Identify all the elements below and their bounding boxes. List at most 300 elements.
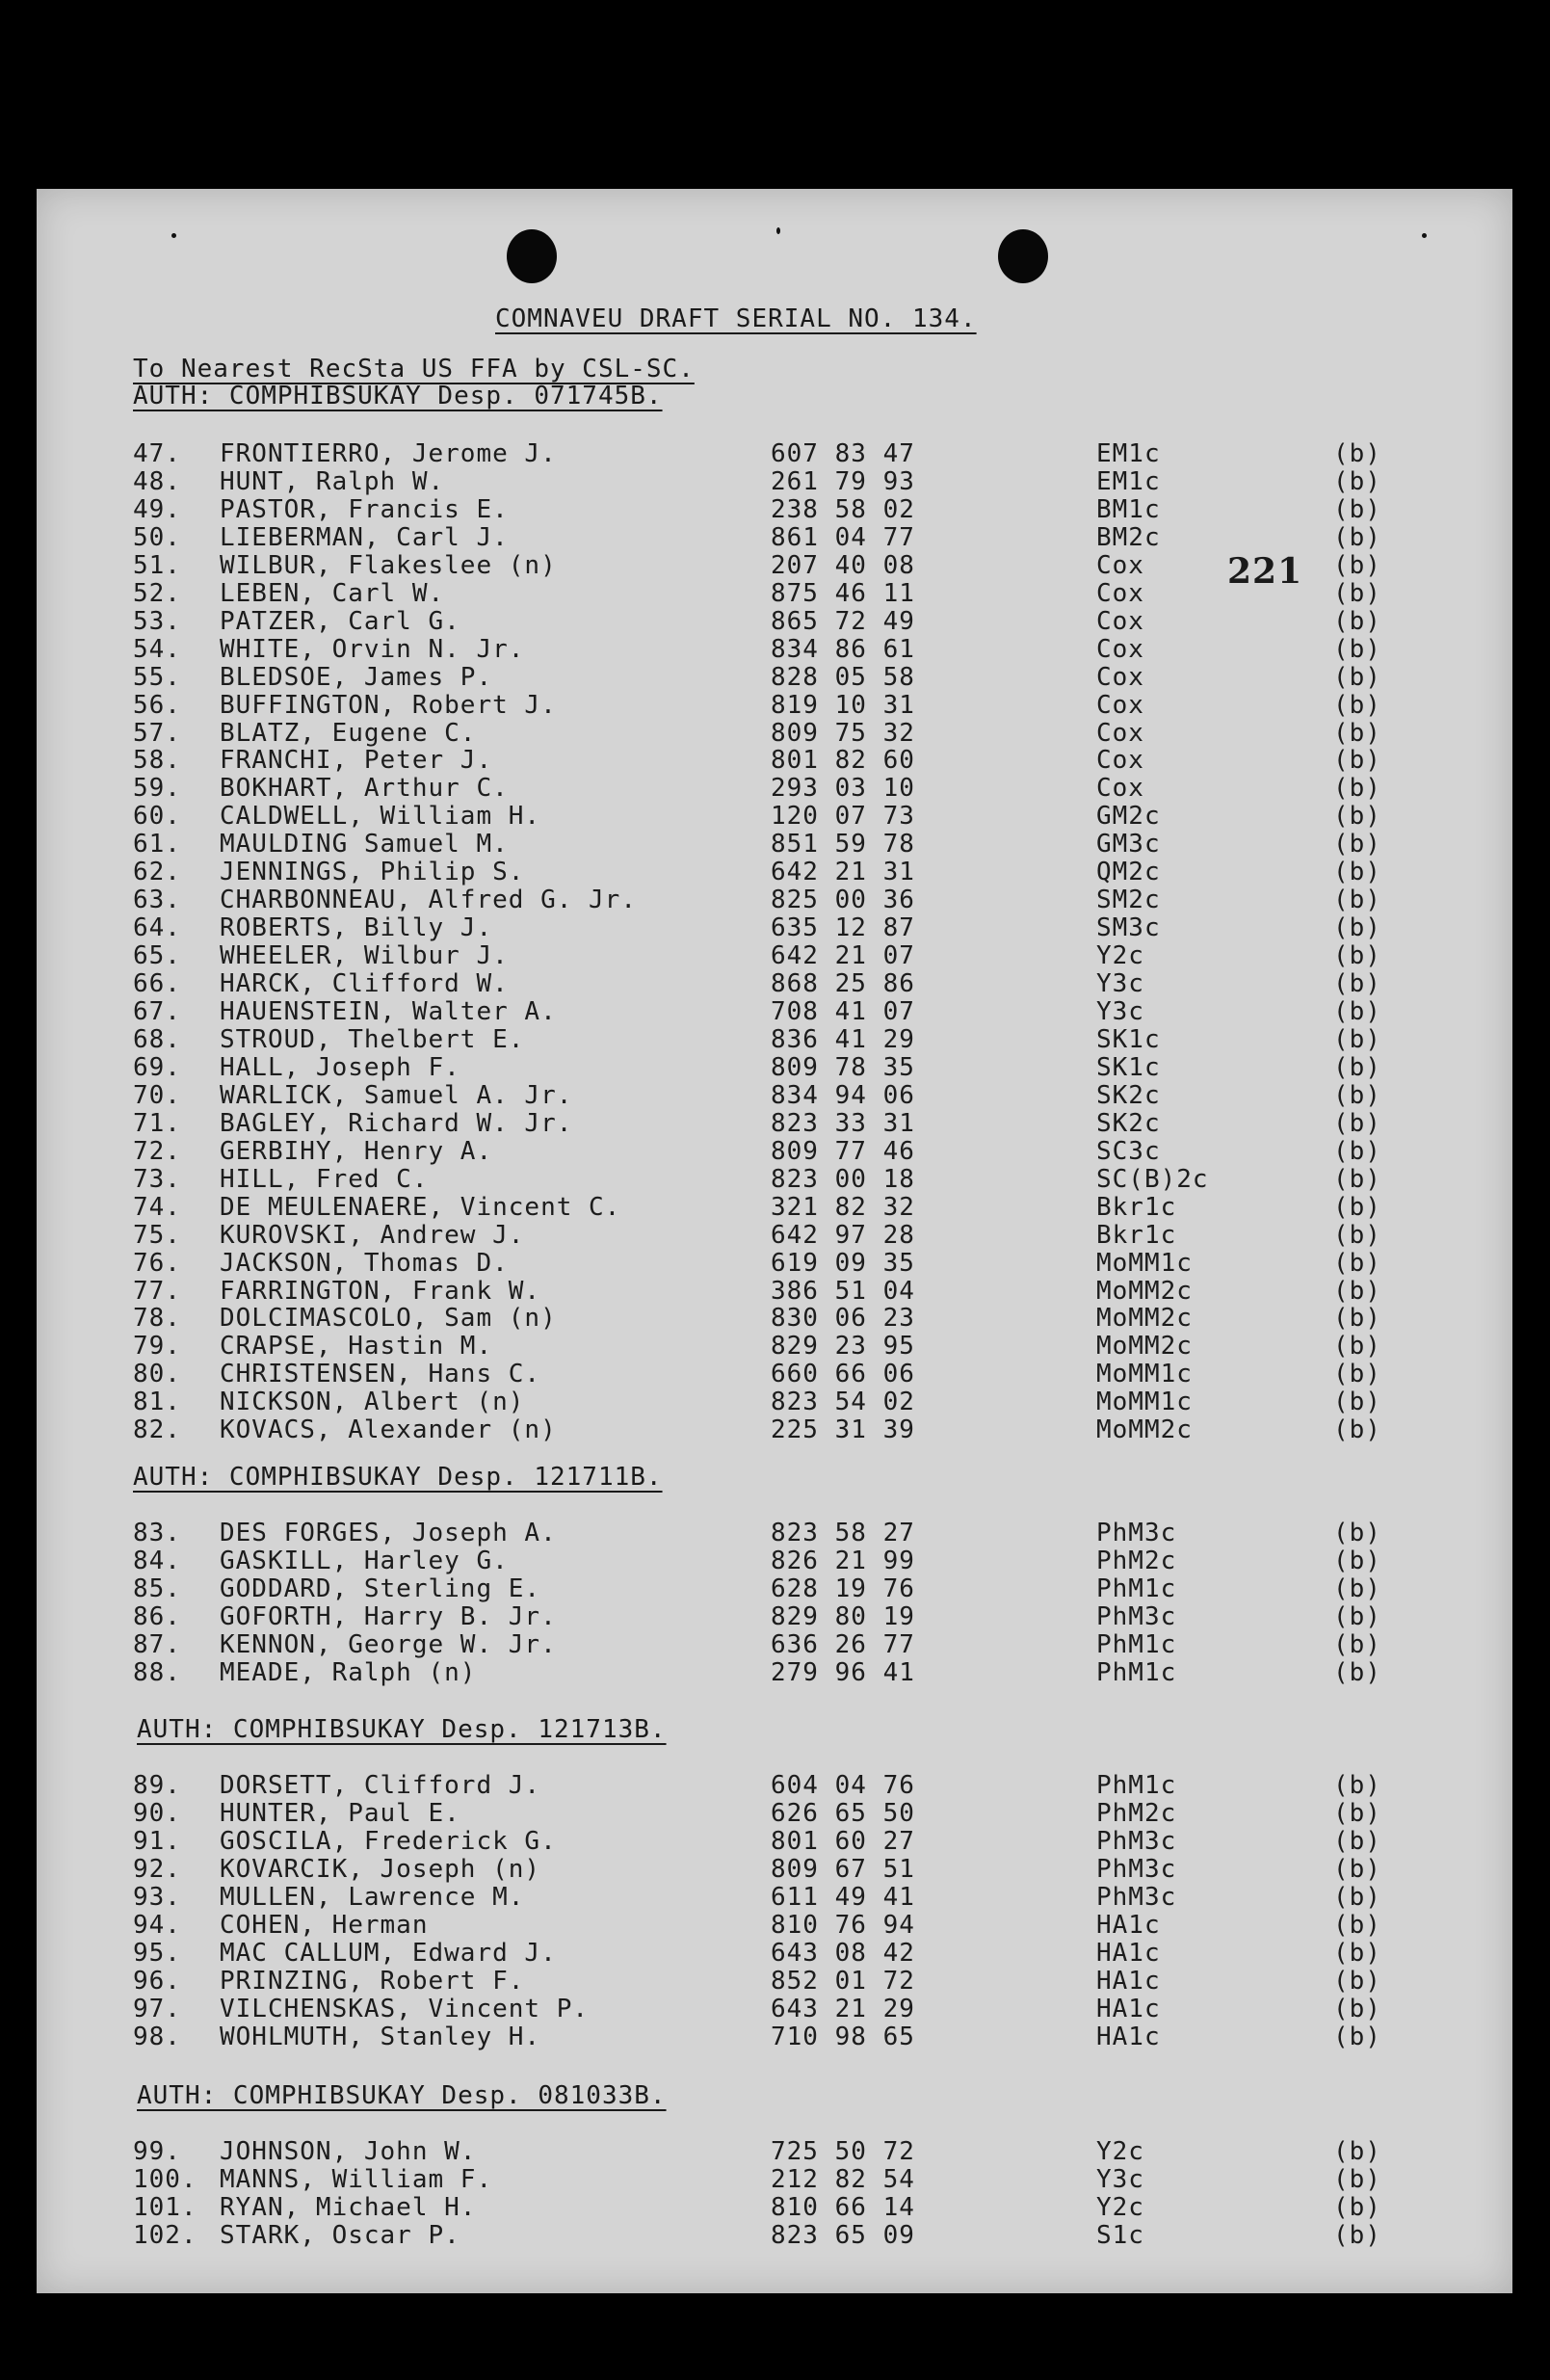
entry-code: (b) bbox=[1333, 774, 1381, 804]
entry-code: (b) bbox=[1333, 1248, 1381, 1278]
entry-name: KUROVSKI, Andrew J. bbox=[220, 1220, 525, 1250]
entry-rate: HA1c bbox=[1096, 1994, 1161, 2023]
entry-code: (b) bbox=[1333, 1629, 1381, 1659]
entry-code: (b) bbox=[1333, 1994, 1381, 2023]
entry-code: (b) bbox=[1333, 662, 1381, 692]
entry-number: 83. bbox=[133, 1519, 181, 1547]
list-item bbox=[37, 1332, 1512, 1361]
entry-service-number: 810 66 14 bbox=[771, 2192, 915, 2222]
entry-rate: PhM3c bbox=[1096, 1826, 1177, 1856]
entry-rate: Bkr1c bbox=[1096, 1220, 1177, 1250]
entry-name: HAUENSTEIN, Walter A. bbox=[220, 997, 557, 1026]
entry-code: (b) bbox=[1333, 802, 1381, 832]
entry-rate: SK2c bbox=[1096, 1080, 1161, 1110]
entry-rate: Cox bbox=[1096, 662, 1144, 692]
entry-number: 88. bbox=[133, 1657, 181, 1687]
entry-name: DES FORGES, Joseph A. bbox=[220, 1519, 557, 1547]
entry-number: 99. bbox=[133, 2137, 181, 2166]
entry-number: 97. bbox=[133, 1994, 181, 2023]
entry-number: 56. bbox=[133, 690, 181, 720]
entry-number: 91. bbox=[133, 1826, 181, 1856]
entry-code: (b) bbox=[1333, 1220, 1381, 1250]
entry-code: (b) bbox=[1333, 1164, 1381, 1194]
entry-name: GODDARD, Sterling E. bbox=[220, 1573, 541, 1603]
entry-rate: PhM2c bbox=[1096, 1798, 1177, 1828]
entry-number: 60. bbox=[133, 802, 181, 832]
entry-code: (b) bbox=[1333, 439, 1381, 468]
entry-number: 75. bbox=[133, 1220, 181, 1250]
entry-code: (b) bbox=[1333, 1798, 1381, 1828]
entry-number: 54. bbox=[133, 634, 181, 664]
entry-rate: MoMM2c bbox=[1096, 1304, 1193, 1334]
entry-rate: PhM3c bbox=[1096, 1601, 1177, 1631]
list-item bbox=[37, 1995, 1512, 2023]
ink-speck bbox=[171, 233, 176, 238]
entry-rate: Cox bbox=[1096, 550, 1144, 580]
entry-rate: Cox bbox=[1096, 746, 1144, 776]
entry-service-number: 825 00 36 bbox=[771, 886, 915, 915]
entry-number: 64. bbox=[133, 913, 181, 943]
entry-name: BLEDSOE, James P. bbox=[220, 662, 493, 692]
list-item bbox=[37, 691, 1512, 720]
entry-number: 58. bbox=[133, 746, 181, 776]
entry-number: 89. bbox=[133, 1771, 181, 1800]
entry-name: GOSCILA, Frederick G. bbox=[220, 1826, 557, 1856]
entry-service-number: 643 21 29 bbox=[771, 1994, 915, 2023]
entry-number: 84. bbox=[133, 1546, 181, 1575]
list-item bbox=[37, 1249, 1512, 1278]
ink-speck bbox=[1422, 233, 1427, 238]
entry-code: (b) bbox=[1333, 2192, 1381, 2222]
entry-number: 63. bbox=[133, 886, 181, 915]
entry-number: 65. bbox=[133, 941, 181, 971]
entry-rate: GM3c bbox=[1096, 830, 1161, 859]
entry-service-number: 852 01 72 bbox=[771, 1966, 915, 1996]
entry-number: 55. bbox=[133, 662, 181, 692]
entry-name: WARLICK, Samuel A. Jr. bbox=[220, 1080, 573, 1110]
list-item bbox=[37, 1193, 1512, 1222]
list-item bbox=[37, 2165, 1512, 2194]
entry-code: (b) bbox=[1333, 1192, 1381, 1222]
entry-service-number: 635 12 87 bbox=[771, 913, 915, 943]
entry-number: 69. bbox=[133, 1052, 181, 1082]
entry-number: 67. bbox=[133, 997, 181, 1026]
document-page bbox=[37, 189, 1512, 2293]
entry-number: 87. bbox=[133, 1629, 181, 1659]
entry-service-number: 826 21 99 bbox=[771, 1546, 915, 1575]
entry-service-number: 834 94 06 bbox=[771, 1080, 915, 1110]
entry-service-number: 868 25 86 bbox=[771, 969, 915, 999]
list-item bbox=[37, 467, 1512, 496]
entry-service-number: 279 96 41 bbox=[771, 1657, 915, 1687]
list-item bbox=[37, 1967, 1512, 1996]
entry-code: (b) bbox=[1333, 2022, 1381, 2051]
entry-code: (b) bbox=[1333, 1080, 1381, 1110]
entry-rate: S1c bbox=[1096, 2220, 1144, 2250]
entry-number: 92. bbox=[133, 1854, 181, 1884]
entry-number: 66. bbox=[133, 969, 181, 999]
entry-number: 47. bbox=[133, 439, 181, 468]
document-title: COMNAVEU DRAFT SERIAL NO. 134. bbox=[495, 304, 977, 333]
entry-rate: MoMM2c bbox=[1096, 1415, 1193, 1445]
entry-code: (b) bbox=[1333, 1136, 1381, 1166]
entry-name: WHEELER, Wilbur J. bbox=[220, 941, 509, 971]
entry-number: 53. bbox=[133, 606, 181, 636]
entry-number: 74. bbox=[133, 1192, 181, 1222]
entry-code: (b) bbox=[1333, 494, 1381, 524]
entry-name: HARCK, Clifford W. bbox=[220, 969, 509, 999]
entry-code: (b) bbox=[1333, 578, 1381, 608]
entry-name: HUNTER, Paul E. bbox=[220, 1798, 460, 1828]
entry-name: GERBIHY, Henry A. bbox=[220, 1136, 493, 1166]
list-item bbox=[37, 2193, 1512, 2222]
entry-rate: SK1c bbox=[1096, 1024, 1161, 1054]
entry-service-number: 836 41 29 bbox=[771, 1024, 915, 1054]
entry-code: (b) bbox=[1333, 1304, 1381, 1334]
list-item bbox=[37, 941, 1512, 970]
entry-rate: EM1c bbox=[1096, 466, 1161, 496]
entry-name: BAGLEY, Richard W. Jr. bbox=[220, 1108, 573, 1138]
list-item bbox=[37, 1883, 1512, 1912]
entry-service-number: 321 82 32 bbox=[771, 1192, 915, 1222]
entry-rate: PhM1c bbox=[1096, 1771, 1177, 1800]
list-item bbox=[37, 2023, 1512, 2051]
entry-rate: PhM3c bbox=[1096, 1882, 1177, 1912]
list-item bbox=[37, 1415, 1512, 1444]
entry-number: 96. bbox=[133, 1966, 181, 1996]
entry-service-number: 708 41 07 bbox=[771, 997, 915, 1026]
auth-line-1: AUTH: COMPHIBSUKAY Desp. 071745B. bbox=[133, 382, 663, 410]
entry-service-number: 809 78 35 bbox=[771, 1052, 915, 1082]
list-item bbox=[37, 1799, 1512, 1828]
entry-name: RYAN, Michael H. bbox=[220, 2192, 477, 2222]
entry-service-number: 212 82 54 bbox=[771, 2164, 915, 2194]
entry-code: (b) bbox=[1333, 1108, 1381, 1138]
list-item bbox=[37, 523, 1512, 552]
entry-number: 77. bbox=[133, 1276, 181, 1306]
entry-service-number: 207 40 08 bbox=[771, 550, 915, 580]
entry-name: KOVARCIK, Joseph (n) bbox=[220, 1854, 541, 1884]
entry-service-number: 626 65 50 bbox=[771, 1798, 915, 1828]
entry-rate: HA1c bbox=[1096, 1966, 1161, 1996]
entry-rate: GM2c bbox=[1096, 802, 1161, 832]
entry-name: MEADE, Ralph (n) bbox=[220, 1657, 477, 1687]
entry-number: 49. bbox=[133, 494, 181, 524]
list-item bbox=[37, 1081, 1512, 1110]
entry-service-number: 636 26 77 bbox=[771, 1629, 915, 1659]
entry-number: 94. bbox=[133, 1910, 181, 1940]
list-item bbox=[37, 858, 1512, 886]
entry-name: HUNT, Ralph W. bbox=[220, 466, 445, 496]
list-item bbox=[37, 1547, 1512, 1575]
binder-hole-left bbox=[507, 229, 557, 283]
list-item bbox=[37, 913, 1512, 942]
entry-rate: Y2c bbox=[1096, 2192, 1144, 2222]
list-item bbox=[37, 579, 1512, 608]
entry-number: 68. bbox=[133, 1024, 181, 1054]
list-item bbox=[37, 495, 1512, 524]
ink-speck bbox=[776, 227, 780, 234]
entry-service-number: 851 59 78 bbox=[771, 830, 915, 859]
entry-name: STROUD, Thelbert E. bbox=[220, 1024, 525, 1054]
entry-name: JOHNSON, John W. bbox=[220, 2137, 477, 2166]
entry-number: 59. bbox=[133, 774, 181, 804]
entry-service-number: 834 86 61 bbox=[771, 634, 915, 664]
entry-service-number: 660 66 06 bbox=[771, 1360, 915, 1389]
entry-code: (b) bbox=[1333, 2220, 1381, 2250]
entry-number: 101. bbox=[133, 2192, 197, 2222]
entry-number: 73. bbox=[133, 1164, 181, 1194]
entry-name: HILL, Fred C. bbox=[220, 1164, 429, 1194]
list-item bbox=[37, 439, 1512, 468]
list-item bbox=[37, 969, 1512, 998]
entry-code: (b) bbox=[1333, 522, 1381, 552]
entry-rate: Y2c bbox=[1096, 2137, 1144, 2166]
entry-name: WOHLMUTH, Stanley H. bbox=[220, 2022, 541, 2051]
entry-service-number: 823 54 02 bbox=[771, 1388, 915, 1417]
entry-code: (b) bbox=[1333, 1910, 1381, 1940]
entry-name: NICKSON, Albert (n) bbox=[220, 1388, 525, 1417]
entry-name: WHITE, Orvin N. Jr. bbox=[220, 634, 525, 664]
entry-rate: HA1c bbox=[1096, 1938, 1161, 1968]
entry-number: 52. bbox=[133, 578, 181, 608]
entry-service-number: 725 50 72 bbox=[771, 2137, 915, 2166]
list-item bbox=[37, 1827, 1512, 1856]
entry-name: CHARBONNEAU, Alfred G. Jr. bbox=[220, 886, 637, 915]
entry-service-number: 809 77 46 bbox=[771, 1136, 915, 1166]
binder-hole-right bbox=[998, 229, 1048, 283]
entry-name: CRAPSE, Hastin M. bbox=[220, 1332, 493, 1362]
entry-name: KOVACS, Alexander (n) bbox=[220, 1415, 557, 1445]
entry-code: (b) bbox=[1333, 1771, 1381, 1800]
entry-name: DOLCIMASCOLO, Sam (n) bbox=[220, 1304, 557, 1334]
list-item bbox=[37, 1221, 1512, 1250]
entry-service-number: 830 06 23 bbox=[771, 1304, 915, 1334]
entry-rate: SC3c bbox=[1096, 1136, 1161, 1166]
entry-code: (b) bbox=[1333, 466, 1381, 496]
entry-code: (b) bbox=[1333, 1360, 1381, 1389]
entry-code: (b) bbox=[1333, 1276, 1381, 1306]
entry-service-number: 293 03 10 bbox=[771, 774, 915, 804]
entry-service-number: 810 76 94 bbox=[771, 1910, 915, 1940]
entry-name: STARK, Oscar P. bbox=[220, 2220, 460, 2250]
entry-rate: QM2c bbox=[1096, 858, 1161, 887]
list-item bbox=[37, 1360, 1512, 1388]
entry-number: 61. bbox=[133, 830, 181, 859]
entry-code: (b) bbox=[1333, 1388, 1381, 1417]
list-item bbox=[37, 997, 1512, 1026]
entry-code: (b) bbox=[1333, 690, 1381, 720]
entry-rate: Y3c bbox=[1096, 969, 1144, 999]
entry-rate: Cox bbox=[1096, 718, 1144, 748]
entry-name: PATZER, Carl G. bbox=[220, 606, 460, 636]
list-item bbox=[37, 663, 1512, 692]
entry-name: LEBEN, Carl W. bbox=[220, 578, 445, 608]
entry-service-number: 823 33 31 bbox=[771, 1108, 915, 1138]
auth-line-2: AUTH: COMPHIBSUKAY Desp. 121711B. bbox=[133, 1463, 663, 1492]
entry-code: (b) bbox=[1333, 941, 1381, 971]
entry-rate: Cox bbox=[1096, 774, 1144, 804]
entry-code: (b) bbox=[1333, 1882, 1381, 1912]
entry-code: (b) bbox=[1333, 997, 1381, 1026]
entry-name: FRONTIERRO, Jerome J. bbox=[220, 439, 557, 468]
list-item bbox=[37, 1519, 1512, 1547]
entry-rate: Cox bbox=[1096, 606, 1144, 636]
entry-number: 95. bbox=[133, 1938, 181, 1968]
entry-name: JACKSON, Thomas D. bbox=[220, 1248, 509, 1278]
entry-code: (b) bbox=[1333, 1024, 1381, 1054]
entry-name: DORSETT, Clifford J. bbox=[220, 1771, 541, 1800]
entry-rate: PhM1c bbox=[1096, 1573, 1177, 1603]
entry-code: (b) bbox=[1333, 1854, 1381, 1884]
entry-name: COHEN, Herman bbox=[220, 1910, 429, 1940]
entry-number: 76. bbox=[133, 1248, 181, 1278]
entry-rate: MoMM1c bbox=[1096, 1388, 1193, 1417]
entry-service-number: 120 07 73 bbox=[771, 802, 915, 832]
entry-service-number: 829 23 95 bbox=[771, 1332, 915, 1362]
entry-number: 81. bbox=[133, 1388, 181, 1417]
entry-code: (b) bbox=[1333, 2164, 1381, 2194]
list-item bbox=[37, 719, 1512, 748]
entry-service-number: 801 60 27 bbox=[771, 1826, 915, 1856]
entry-rate: MoMM1c bbox=[1096, 1248, 1193, 1278]
entry-service-number: 823 65 09 bbox=[771, 2220, 915, 2250]
list-item bbox=[37, 551, 1512, 580]
entry-service-number: 642 21 07 bbox=[771, 941, 915, 971]
entry-service-number: 861 04 77 bbox=[771, 522, 915, 552]
entry-rate: Y3c bbox=[1096, 997, 1144, 1026]
list-item bbox=[37, 1658, 1512, 1687]
entry-code: (b) bbox=[1333, 1546, 1381, 1575]
entry-name: VILCHENSKAS, Vincent P. bbox=[220, 1994, 590, 2023]
entry-service-number: 809 67 51 bbox=[771, 1854, 915, 1884]
entry-service-number: 619 09 35 bbox=[771, 1248, 915, 1278]
entry-number: 51. bbox=[133, 550, 181, 580]
entry-rate: BM2c bbox=[1096, 522, 1161, 552]
entry-code: (b) bbox=[1333, 858, 1381, 887]
entry-rate: PhM1c bbox=[1096, 1629, 1177, 1659]
entry-name: ROBERTS, Billy J. bbox=[220, 913, 493, 943]
entry-number: 86. bbox=[133, 1601, 181, 1631]
auth-line-4: AUTH: COMPHIBSUKAY Desp. 081033B. bbox=[137, 2081, 667, 2110]
entry-service-number: 604 04 76 bbox=[771, 1771, 915, 1800]
entry-name: MANNS, William F. bbox=[220, 2164, 493, 2194]
entry-code: (b) bbox=[1333, 1657, 1381, 1687]
entry-name: MAULDING Samuel M. bbox=[220, 830, 509, 859]
entry-name: KENNON, George W. Jr. bbox=[220, 1629, 557, 1659]
entry-rate: Cox bbox=[1096, 690, 1144, 720]
entry-number: 93. bbox=[133, 1882, 181, 1912]
entry-name: CHRISTENSEN, Hans C. bbox=[220, 1360, 541, 1389]
entry-number: 100. bbox=[133, 2164, 197, 2194]
entry-number: 80. bbox=[133, 1360, 181, 1389]
entry-code: (b) bbox=[1333, 1052, 1381, 1082]
list-item bbox=[37, 802, 1512, 831]
entry-rate: EM1c bbox=[1096, 439, 1161, 468]
entry-service-number: 643 08 42 bbox=[771, 1938, 915, 1968]
entry-number: 78. bbox=[133, 1304, 181, 1334]
entry-service-number: 828 05 58 bbox=[771, 662, 915, 692]
entry-rate: PhM3c bbox=[1096, 1854, 1177, 1884]
entry-code: (b) bbox=[1333, 913, 1381, 943]
auth-line-3: AUTH: COMPHIBSUKAY Desp. 121713B. bbox=[137, 1715, 667, 1744]
entry-rate: PhM3c bbox=[1096, 1519, 1177, 1547]
entry-service-number: 607 83 47 bbox=[771, 439, 915, 468]
list-item bbox=[37, 1109, 1512, 1138]
entry-code: (b) bbox=[1333, 969, 1381, 999]
entry-rate: Y2c bbox=[1096, 941, 1144, 971]
entry-name: BUFFINGTON, Robert J. bbox=[220, 690, 557, 720]
entry-rate: MoMM2c bbox=[1096, 1276, 1193, 1306]
entry-service-number: 225 31 39 bbox=[771, 1415, 915, 1445]
entry-rate: Cox bbox=[1096, 634, 1144, 664]
entry-name: PRINZING, Robert F. bbox=[220, 1966, 525, 1996]
entry-name: BOKHART, Arthur C. bbox=[220, 774, 509, 804]
entry-number: 48. bbox=[133, 466, 181, 496]
list-item bbox=[37, 1277, 1512, 1306]
entry-code: (b) bbox=[1333, 1826, 1381, 1856]
entry-number: 102. bbox=[133, 2220, 197, 2250]
entry-name: MULLEN, Lawrence M. bbox=[220, 1882, 525, 1912]
list-item bbox=[37, 2221, 1512, 2250]
entry-name: BLATZ, Eugene C. bbox=[220, 718, 477, 748]
entry-service-number: 819 10 31 bbox=[771, 690, 915, 720]
entry-code: (b) bbox=[1333, 886, 1381, 915]
entry-name: FRANCHI, Peter J. bbox=[220, 746, 493, 776]
entry-name: GOFORTH, Harry B. Jr. bbox=[220, 1601, 557, 1631]
destination-line: To Nearest RecSta US FFA by CSL-SC. bbox=[133, 355, 695, 383]
list-item bbox=[37, 1165, 1512, 1194]
entry-name: HALL, Joseph F. bbox=[220, 1052, 460, 1082]
entry-rate: SK2c bbox=[1096, 1108, 1161, 1138]
list-item bbox=[37, 774, 1512, 803]
entry-number: 90. bbox=[133, 1798, 181, 1828]
entry-name: LIEBERMAN, Carl J. bbox=[220, 522, 509, 552]
list-item bbox=[37, 1025, 1512, 1054]
entry-service-number: 823 58 27 bbox=[771, 1519, 915, 1547]
entry-name: MAC CALLUM, Edward J. bbox=[220, 1938, 557, 1968]
list-item bbox=[37, 1939, 1512, 1968]
list-item bbox=[37, 830, 1512, 859]
list-item bbox=[37, 1911, 1512, 1940]
list-item bbox=[37, 1855, 1512, 1884]
entry-name: DE MEULENAERE, Vincent C. bbox=[220, 1192, 621, 1222]
entry-service-number: 823 00 18 bbox=[771, 1164, 915, 1194]
list-item bbox=[37, 2137, 1512, 2166]
entry-rate: Y3c bbox=[1096, 2164, 1144, 2194]
entry-name: GASKILL, Harley G. bbox=[220, 1546, 509, 1575]
entry-code: (b) bbox=[1333, 1938, 1381, 1968]
entry-code: (b) bbox=[1333, 830, 1381, 859]
list-item bbox=[37, 1574, 1512, 1603]
entry-number: 71. bbox=[133, 1108, 181, 1138]
entry-number: 57. bbox=[133, 718, 181, 748]
entry-service-number: 809 75 32 bbox=[771, 718, 915, 748]
entry-code: (b) bbox=[1333, 634, 1381, 664]
entry-name: CALDWELL, William H. bbox=[220, 802, 541, 832]
entry-number: 79. bbox=[133, 1332, 181, 1362]
list-item bbox=[37, 746, 1512, 775]
list-item bbox=[37, 635, 1512, 664]
entry-rate: BM1c bbox=[1096, 494, 1161, 524]
entry-rate: Bkr1c bbox=[1096, 1192, 1177, 1222]
entry-rate: SC(B)2c bbox=[1096, 1164, 1209, 1194]
entry-number: 72. bbox=[133, 1136, 181, 1166]
entry-rate: MoMM1c bbox=[1096, 1360, 1193, 1389]
entry-number: 70. bbox=[133, 1080, 181, 1110]
entry-service-number: 865 72 49 bbox=[771, 606, 915, 636]
entry-rate: PhM1c bbox=[1096, 1657, 1177, 1687]
